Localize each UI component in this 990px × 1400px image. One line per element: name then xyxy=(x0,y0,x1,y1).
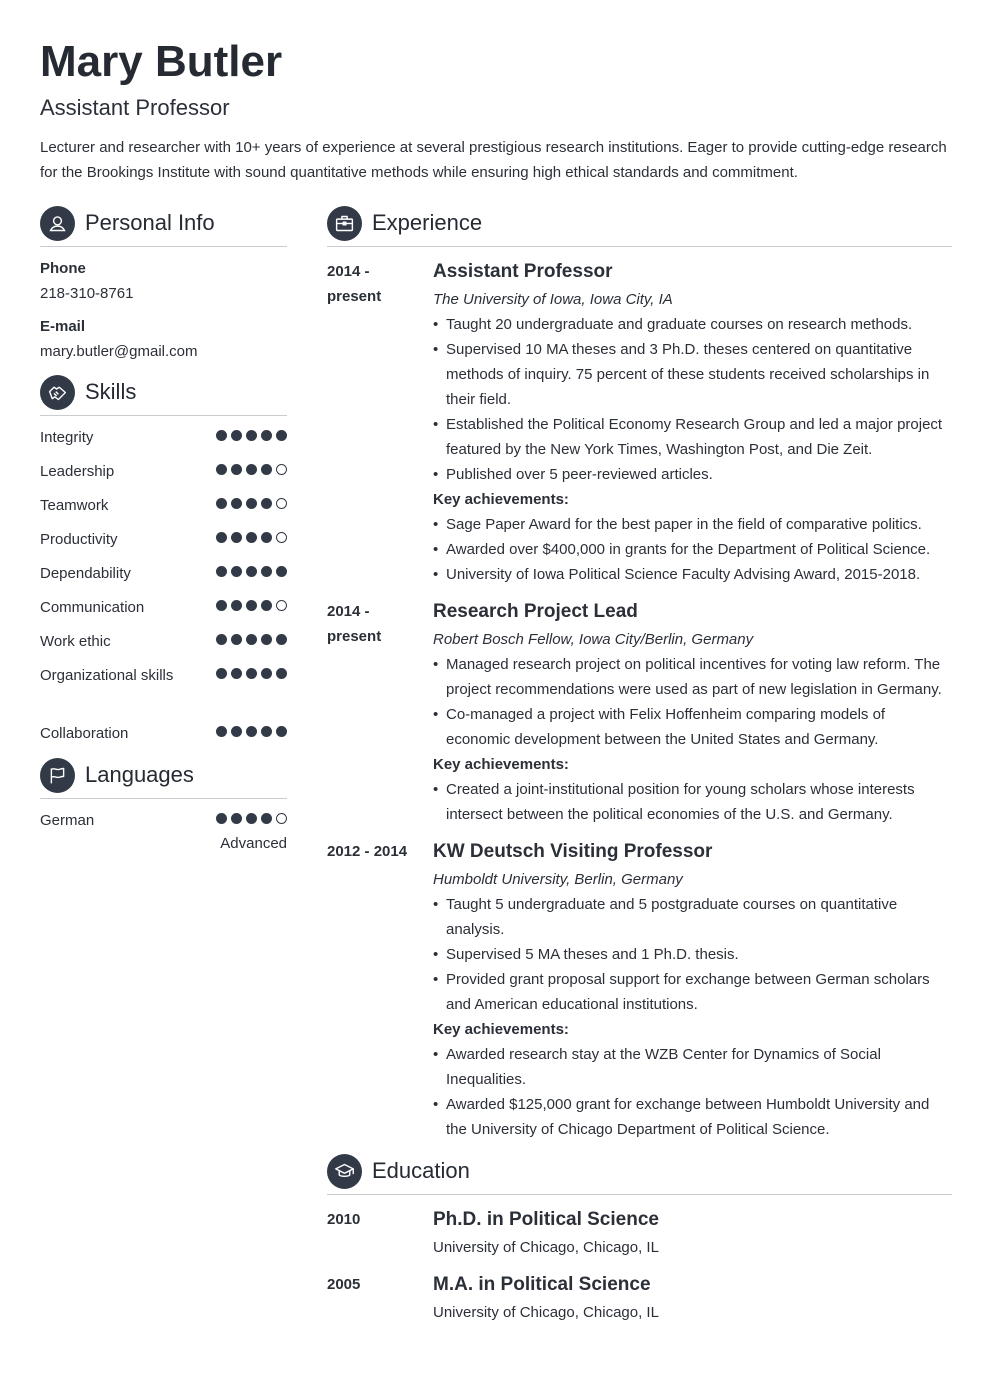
languages-header xyxy=(40,758,287,799)
resume-name: Mary Butler xyxy=(40,37,283,86)
rating-dot-filled xyxy=(246,813,257,824)
job-bullet: • Co-managed a project with Felix Hoffenheim comparing models of economic development between the United States and Germany. xyxy=(433,702,951,752)
rating-dot-filled xyxy=(261,634,272,645)
rating-dots xyxy=(216,532,287,543)
achievement-list xyxy=(433,512,951,587)
education-header xyxy=(327,1154,952,1195)
education-date: 2005 xyxy=(327,1276,361,1293)
rating-dot-filled xyxy=(261,498,272,509)
rating-dot-filled xyxy=(216,726,227,737)
skill-name: Work ethic xyxy=(40,633,111,650)
skill-item xyxy=(40,459,287,484)
education-degree: M.A. in Political Science xyxy=(433,1274,651,1295)
languages-heading: Languages xyxy=(85,762,194,787)
rating-dot-filled xyxy=(246,726,257,737)
achievement-list xyxy=(433,777,951,827)
education-heading: Education xyxy=(372,1158,470,1183)
skill-item xyxy=(40,527,287,552)
job-bullet: • Supervised 5 MA theses and 1 Ph.D. thesis. xyxy=(433,942,951,967)
personal-info-heading: Personal Info xyxy=(85,210,215,235)
graduation-cap-icon xyxy=(327,1154,362,1189)
rating-dot-empty xyxy=(276,464,287,475)
email-value: mary.butler@gmail.com xyxy=(40,343,198,360)
rating-dot-filled xyxy=(246,600,257,611)
job-title: Research Project Lead xyxy=(433,601,638,622)
job-date: 2014 - present xyxy=(327,603,382,645)
experience-heading: Experience xyxy=(372,210,483,235)
rating-dot-filled xyxy=(276,430,287,441)
rating-dot-filled xyxy=(276,726,287,737)
rating-dot-filled xyxy=(261,726,272,737)
job-bullet: • Taught 5 undergraduate and 5 postgraduate courses on quantitative analysis. xyxy=(433,892,951,942)
job-company: Robert Bosch Fellow, Iowa City/Berlin, Germany xyxy=(433,631,754,648)
rating-dot-filled xyxy=(261,600,272,611)
job-body xyxy=(433,839,951,1142)
skill-name: Collaboration xyxy=(40,725,129,742)
rating-dot-filled xyxy=(216,532,227,543)
job-date: 2012 - 2014 xyxy=(327,843,408,860)
job-date: 2014 - present xyxy=(327,263,382,305)
rating-dot-filled xyxy=(246,464,257,475)
job-bullet: • Taught 20 undergraduate and graduate courses on research methods. xyxy=(433,312,951,337)
skill-name: Communication xyxy=(40,599,145,616)
rating-dots xyxy=(216,498,287,509)
education-body xyxy=(433,1207,951,1260)
skill-item xyxy=(40,595,287,620)
key-achievements-label: Key achievements: xyxy=(433,491,569,508)
achievement-item: • Sage Paper Award for the best paper in the field of comparative politics. xyxy=(433,512,951,537)
rating-dot-filled xyxy=(246,430,257,441)
skill-name: Productivity xyxy=(40,531,118,548)
rating-dot-filled xyxy=(231,668,242,679)
resume-title: Assistant Professor xyxy=(40,95,230,120)
rating-dot-filled xyxy=(216,566,227,577)
briefcase-icon xyxy=(327,206,362,241)
rating-dots xyxy=(216,634,287,645)
education-degree: Ph.D. in Political Science xyxy=(433,1209,659,1230)
skill-item xyxy=(40,721,287,746)
phone-value: 218-310-8761 xyxy=(40,285,134,302)
rating-dot-filled xyxy=(216,600,227,611)
rating-dot-filled xyxy=(261,566,272,577)
education-school: University of Chicago, Chicago, IL xyxy=(433,1304,659,1321)
rating-dot-filled xyxy=(246,498,257,509)
rating-dot-filled xyxy=(216,430,227,441)
rating-dot-filled xyxy=(276,668,287,679)
education-body xyxy=(433,1272,951,1325)
skills-header xyxy=(40,375,287,416)
job-bullet: • Established the Political Economy Research Group and led a major project featured by the New York Times, Washington Post, and Die Zeit. xyxy=(433,412,951,462)
rating-dot-empty xyxy=(276,532,287,543)
resume-summary: Lecturer and researcher with 10+ years of experience at several prestigious research institutions. Eager to provide cutting-edge research for the Brookings Institute with sound quantitative methods while ensuring high ethical standards and commitment. xyxy=(40,139,947,181)
personal-info-header xyxy=(40,206,287,247)
education-date: 2010 xyxy=(327,1211,361,1228)
rating-dots xyxy=(216,668,287,679)
rating-dot-filled xyxy=(261,464,272,475)
rating-dots xyxy=(216,726,287,737)
achievement-item: • University of Iowa Political Science Faculty Advising Award, 2015-2018. xyxy=(433,562,951,587)
job-title: KW Deutsch Visiting Professor xyxy=(433,841,713,862)
job-company: The University of Iowa, Iowa City, IA xyxy=(433,291,673,308)
rating-dot-filled xyxy=(231,813,242,824)
rating-dot-filled xyxy=(231,532,242,543)
language-name: German xyxy=(40,812,95,829)
rating-dots xyxy=(216,430,287,441)
skill-name: Integrity xyxy=(40,429,94,446)
education-school: University of Chicago, Chicago, IL xyxy=(433,1239,659,1256)
achievement-item: • Created a joint-institutional position for young scholars whose interests intersect between the political economies of the U.S. and Germany. xyxy=(433,777,951,827)
job-company: Humboldt University, Berlin, Germany xyxy=(433,871,683,888)
rating-dots xyxy=(216,813,287,824)
rating-dot-filled xyxy=(246,668,257,679)
job-bullets xyxy=(433,312,951,487)
rating-dot-filled xyxy=(276,634,287,645)
achievement-item: • Awarded over $400,000 in grants for the Department of Political Science. xyxy=(433,537,951,562)
rating-dot-filled xyxy=(261,813,272,824)
phone-label: Phone xyxy=(40,260,86,277)
job-bullets xyxy=(433,892,951,1017)
skills-heading: Skills xyxy=(85,379,137,404)
skill-item xyxy=(40,629,287,654)
job-body xyxy=(433,599,951,827)
email-label: E-mail xyxy=(40,318,86,335)
skill-item xyxy=(40,493,287,518)
key-achievements-label: Key achievements: xyxy=(433,756,569,773)
job-body xyxy=(433,259,951,587)
language-item xyxy=(40,808,287,853)
skill-name: Organizational skills xyxy=(40,667,174,684)
rating-dots xyxy=(216,464,287,475)
flag-icon xyxy=(40,758,75,793)
job-title: Assistant Professor xyxy=(433,261,613,282)
skill-name: Teamwork xyxy=(40,497,109,514)
handshake-icon xyxy=(40,375,75,410)
rating-dots xyxy=(216,566,287,577)
achievement-list xyxy=(433,1042,951,1142)
job-bullet: • Supervised 10 MA theses and 3 Ph.D. theses centered on quantitative methods of inquiry. 75 percent of these students received scholarships in their field. xyxy=(433,337,951,412)
job-bullet: • Provided grant proposal support for exchange between German scholars and American educational institutions. xyxy=(433,967,951,1017)
rating-dot-filled xyxy=(216,634,227,645)
rating-dot-filled xyxy=(231,726,242,737)
achievement-item: • Awarded research stay at the WZB Center for Dynamics of Social Inequalities. xyxy=(433,1042,951,1092)
rating-dot-empty xyxy=(276,498,287,509)
rating-dot-filled xyxy=(261,430,272,441)
rating-dot-filled xyxy=(246,532,257,543)
rating-dot-filled xyxy=(231,430,242,441)
rating-dot-filled xyxy=(231,566,242,577)
rating-dot-filled xyxy=(246,566,257,577)
skill-item xyxy=(40,425,287,450)
job-bullet: • Published over 5 peer-reviewed articles. xyxy=(433,462,951,487)
rating-dot-filled xyxy=(216,498,227,509)
job-bullet: • Managed research project on political incentives for voting law reform. The project recommendations were used as part of new legislation in Germany. xyxy=(433,652,951,702)
rating-dot-filled xyxy=(231,600,242,611)
achievement-item: • Awarded $125,000 grant for exchange between Humboldt University and the University of Chicago Department of Political Science. xyxy=(433,1092,951,1142)
rating-dot-filled xyxy=(231,634,242,645)
skill-item xyxy=(40,561,287,586)
rating-dots xyxy=(216,600,287,611)
key-achievements-label: Key achievements: xyxy=(433,1021,569,1038)
user-icon xyxy=(40,206,75,241)
skill-name: Dependability xyxy=(40,565,131,582)
rating-dot-filled xyxy=(261,532,272,543)
rating-dot-filled xyxy=(216,813,227,824)
job-bullets xyxy=(433,652,951,752)
rating-dot-filled xyxy=(261,668,272,679)
rating-dot-filled xyxy=(216,464,227,475)
rating-dot-empty xyxy=(276,600,287,611)
language-level: Advanced xyxy=(220,835,287,852)
rating-dot-empty xyxy=(276,813,287,824)
rating-dot-filled xyxy=(216,668,227,679)
rating-dot-filled xyxy=(246,634,257,645)
skill-name: Leadership xyxy=(40,463,115,480)
experience-header xyxy=(327,206,952,247)
rating-dot-filled xyxy=(276,566,287,577)
skill-item xyxy=(40,663,287,688)
rating-dot-filled xyxy=(231,498,242,509)
rating-dot-filled xyxy=(231,464,242,475)
